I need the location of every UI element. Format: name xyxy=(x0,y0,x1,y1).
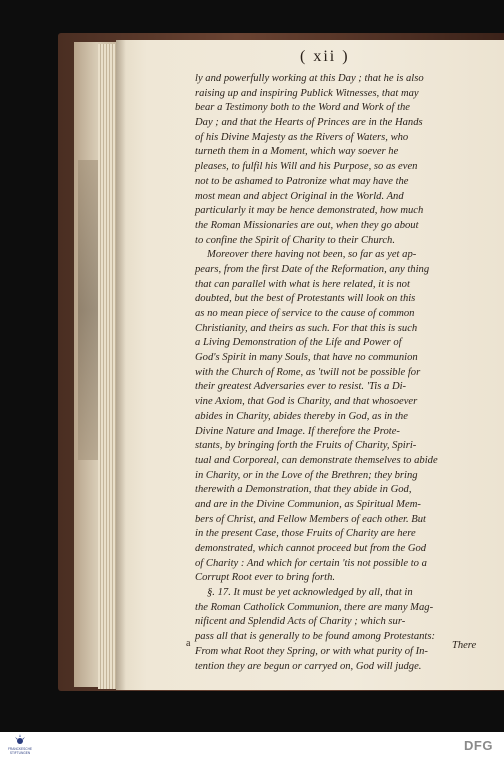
text-line: doubted, but the best of Protestants will look on this xyxy=(195,293,416,305)
page-edges xyxy=(98,44,118,689)
text-line: in Charity, or in the Love of the Brethren; they bring xyxy=(195,469,418,481)
text-line: their greatest Adversaries ever to resist. 'Tis a Di- xyxy=(195,381,407,393)
text-line: tual and Corporeal, can demonstrate themselves to abide xyxy=(195,454,438,466)
text-line: in the present Case, those Fruits of Charity are here xyxy=(195,528,416,540)
text-line: abides in Charity, abides thereby in God, as in the xyxy=(195,410,408,422)
text-line: the Roman Missionaries are out, when they go about xyxy=(195,219,419,231)
text-line: raising up and inspiring Publick Witnesses, that may xyxy=(195,87,419,99)
text-line: §. 17. It must be yet acknowledged by all, that in xyxy=(207,587,413,599)
sun-emblem-icon xyxy=(14,734,26,746)
text-line: pleases, to fulfil his Will and his Purpose, so as even xyxy=(195,161,418,173)
logo-text: FRANCKESCHE STIFTUNGEN xyxy=(7,747,33,755)
text-line: nificent and Splendid Acts of Charity ; which sur- xyxy=(195,616,406,628)
text-line: pass all that is generally to be found among Protestants: xyxy=(195,631,436,643)
footer-bar xyxy=(0,732,504,761)
text-line: most mean and abject Original in the World. And xyxy=(195,190,404,202)
signature-mark: a xyxy=(186,638,191,649)
catchword: There xyxy=(452,640,477,651)
text-line: of Charity : And which for certain 'tis not possible to a xyxy=(195,557,427,569)
dfg-logo: DFG xyxy=(464,738,493,753)
text-line: turneth them in a Moment, which way soever he xyxy=(195,146,399,158)
text-line: with the Church of Rome, as 'twill not be possible for xyxy=(195,366,421,378)
text-line: Moreover there having not been, so far as yet ap- xyxy=(207,249,417,261)
text-line: demonstrated, which cannot proceed but from the God xyxy=(195,543,427,554)
text-line: stants, by bringing forth the Fruits of Charity, Spiri- xyxy=(195,440,417,452)
text-line: and are in the Divine Communion, as Spiritual Mem- xyxy=(195,498,421,510)
text-line: Day ; and that the Hearts of Princes are in the Hands xyxy=(195,117,423,129)
text-line: to confine the Spirit of Charity to their Church. xyxy=(195,234,395,246)
text-line: pears, from the first Date of the Reformation, any thing xyxy=(195,263,430,275)
page-header: ( xii ) xyxy=(300,48,350,65)
text-line: bers of Christ, and Fellow Members of each other. But xyxy=(195,513,426,525)
text-line: a Living Demonstration of the Life and Power of xyxy=(195,337,402,349)
text-line: therewith a Demonstration, that they abide in God, xyxy=(195,484,412,496)
text-line: God's Spirit in many Souls, that have no communion xyxy=(195,352,418,364)
text-line: as no mean piece of service to the cause of common xyxy=(195,308,415,319)
page-gutter-shadow xyxy=(116,40,126,690)
text-line: Divine Nature and Image. If therefore the Prote- xyxy=(195,425,400,437)
text-line: particularly it may be hence demonstrated, how much xyxy=(195,205,424,217)
text-line: tention they are begun or carryed on, God will judge. xyxy=(195,660,422,672)
text-line: bear a Testimony both to the Word and Work of the xyxy=(195,102,411,114)
text-line: not to be ashamed to Patronize what may have the xyxy=(195,175,409,187)
text-line: that can parallel with what is here related, it is not xyxy=(195,278,410,290)
text-line: ly and powerfully working at this Day ; that he is also xyxy=(195,73,424,84)
page-body-text xyxy=(195,72,487,674)
text-line: Christianity, and theirs as such. For that this is such xyxy=(195,322,418,334)
text-line: the Roman Catholick Communion, there are many Mag- xyxy=(195,601,434,613)
text-line: From what Root they Spring, or with what purity of In- xyxy=(195,645,428,657)
text-line: Corrupt Root ever to bring forth. xyxy=(195,572,336,584)
francke-logo xyxy=(6,734,34,760)
text-line: vine Axiom, that God is Charity, and that whosoever xyxy=(195,396,418,408)
text-line: of his Divine Majesty as the Rivers of Waters, who xyxy=(195,131,409,143)
